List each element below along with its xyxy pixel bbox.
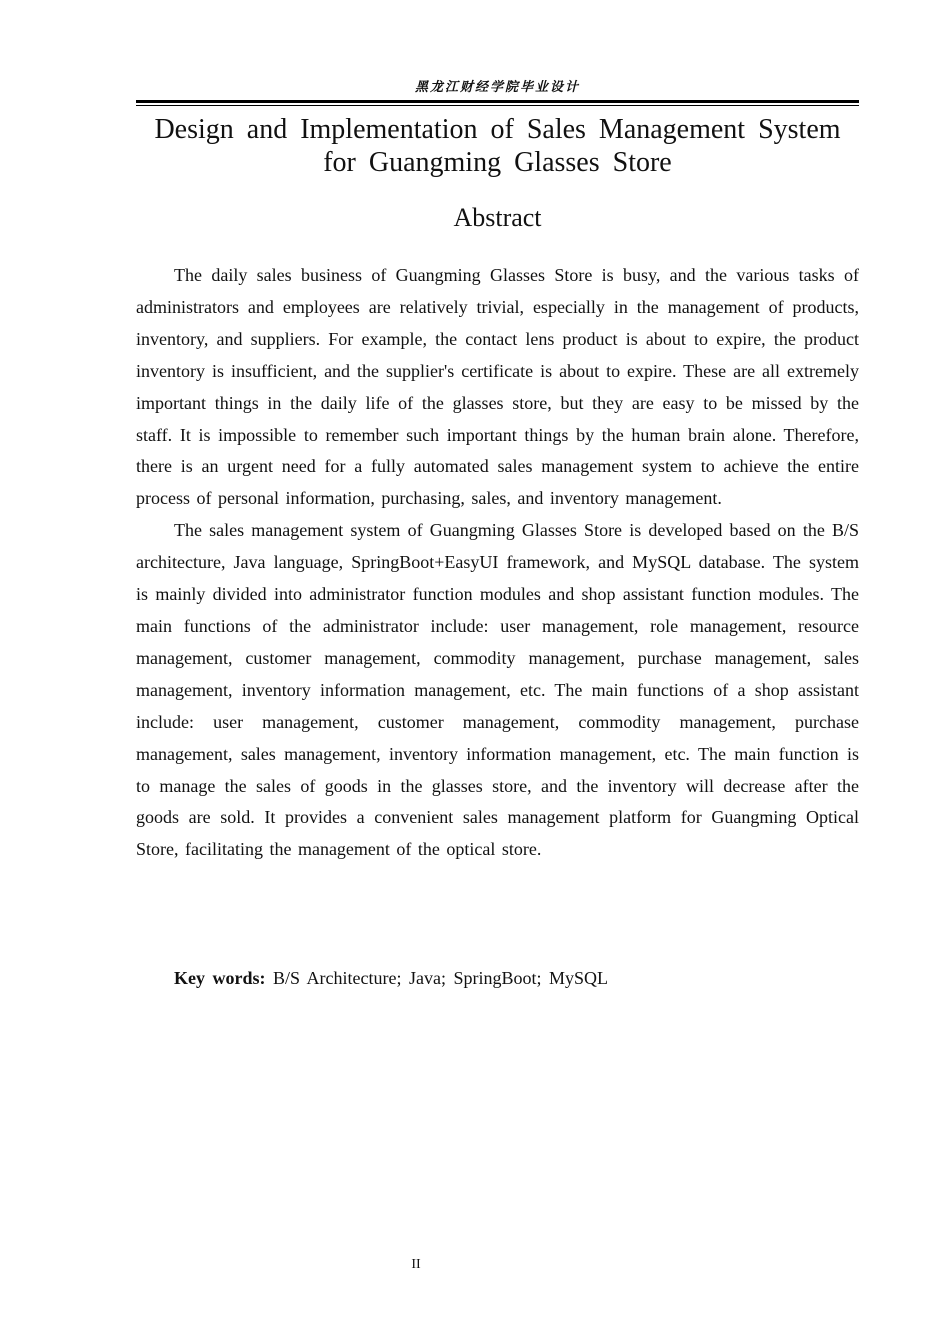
header-rule-thin bbox=[136, 105, 859, 106]
keywords-line bbox=[174, 962, 608, 994]
abstract-body bbox=[136, 260, 859, 866]
header-rule-thick bbox=[136, 100, 859, 103]
title-line-2: for Guangming Glasses Store bbox=[323, 147, 672, 178]
title-line-1: Design and Implementation of Sales Management System bbox=[154, 114, 841, 145]
thesis-header: 黑龙江财经学院毕业设计 bbox=[414, 80, 580, 95]
keywords-label: Key words: bbox=[174, 968, 266, 988]
document-title bbox=[136, 113, 859, 179]
abstract-paragraph-2: The sales management system of Guangming Glasses Store is developed based on the B/S architecture, Java language, SpringBoot+EasyUI framework, and MySQL database. The system is mainly divided into administrator function modules and shop assistant function modules. The main functions of the administrator include: user management, role management, resource management, customer management, commodity management, purchase management, sales management, inventory information management, etc. The main functions of a shop assistant include: user management, customer management, commodity management, purchase management, sales management, inventory information management, etc. The main function is to manage the sales of goods in the glasses store, and the inventory will decrease after the goods are sold. It provides a convenient sales management platform for Guangming Optical Store, facilitating the management of the optical store. bbox=[136, 520, 859, 860]
keywords-value: B/S Architecture; Java; SpringBoot; MySQL bbox=[273, 968, 608, 988]
abstract-heading: Abstract bbox=[453, 203, 542, 232]
page-number: II bbox=[411, 1257, 421, 1272]
abstract-paragraph-1: The daily sales business of Guangming Glasses Store is busy, and the various tasks of administrators and employees are relatively trivial, especially in the management of products, inventory, and suppliers. For example, the contact lens product is about to expire, the product inventory is insufficient, and the supplier's certificate is about to expire. These are all extremely important things in the daily life of the glasses store, but they are easy to be missed by the staff. It is impossible to remember such important things by the human brain alone. Therefore, there is an urgent need for a fully automated sales management system to achieve the entire process of personal information, purchasing, sales, and inventory management. bbox=[136, 265, 859, 509]
